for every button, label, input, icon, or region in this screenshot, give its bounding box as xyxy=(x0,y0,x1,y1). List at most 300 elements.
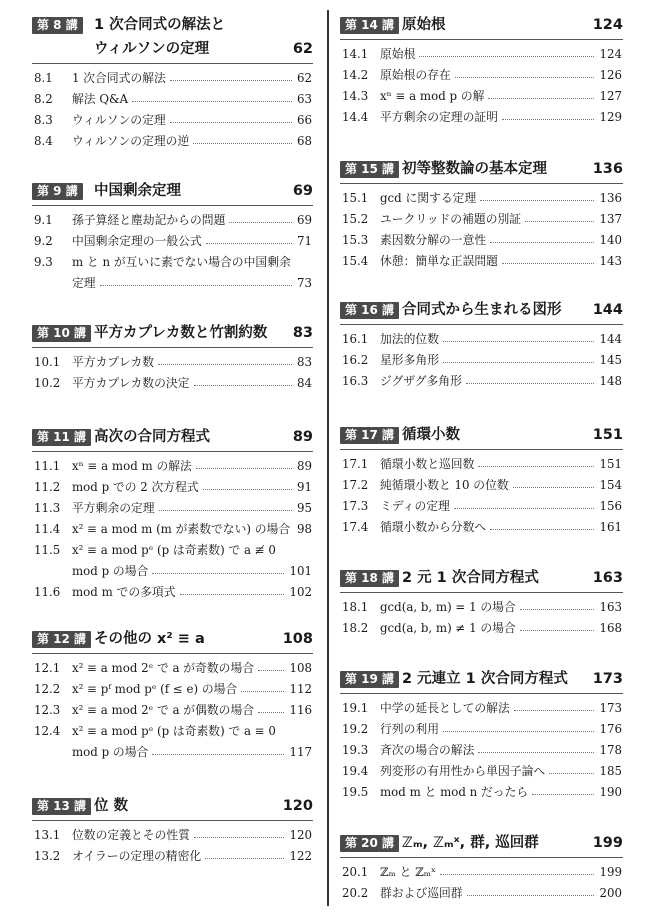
chapter-page-number: 199 xyxy=(592,835,623,851)
chapter-block xyxy=(32,180,313,294)
section-page-number: 122 xyxy=(289,849,312,864)
dot-leader xyxy=(205,858,284,859)
chapter-heading xyxy=(340,158,623,181)
toc-entry xyxy=(340,251,623,272)
section-title: 純循環小数と 10 の位数 xyxy=(380,478,509,493)
section-number: 20.2 xyxy=(342,886,369,901)
section-page-number: 89 xyxy=(296,459,312,474)
dot-leader xyxy=(455,77,594,78)
chapter-heading xyxy=(340,424,623,447)
section-page-number: 145 xyxy=(599,353,622,368)
chapter-title: 平方カプレカ数と竹割約数 xyxy=(94,325,268,341)
dot-leader xyxy=(180,594,284,595)
chapter-title: 位 数 xyxy=(94,798,129,814)
chapter-heading xyxy=(340,567,623,590)
section-title: 1 次合同式の解法 xyxy=(72,71,166,86)
toc-entry xyxy=(32,68,313,89)
chapter-number-badge: 第 17 講 xyxy=(340,427,399,444)
dot-leader xyxy=(480,200,594,201)
section-title: gcd(a, b, m) ≠ 1 の場合 xyxy=(380,621,516,636)
toc-entry xyxy=(32,846,313,867)
section-number: 20.1 xyxy=(342,865,369,880)
section-title: 位数の定義とその性質 xyxy=(72,828,190,843)
section-page-number: 200 xyxy=(599,886,622,901)
dot-leader xyxy=(194,837,284,838)
chapter-number-badge: 第 11 講 xyxy=(32,429,91,446)
section-number: 17.1 xyxy=(342,457,369,472)
chapter-title: 2 元連立 1 次合同方程式 xyxy=(402,671,568,687)
section-title: m と n が互いに素でない場合の中国剰余 xyxy=(72,255,291,270)
section-number: 18.2 xyxy=(342,621,369,636)
toc-entry xyxy=(32,252,313,294)
section-title: ジグザグ多角形 xyxy=(380,374,462,389)
dot-leader xyxy=(532,794,594,795)
section-title: 休憩：簡単な正誤問題 xyxy=(380,254,498,269)
section-page-number: 199 xyxy=(599,865,622,880)
section-title: 孫子算経と塵劫記からの問題 xyxy=(72,213,226,228)
section-number: 17.4 xyxy=(342,520,369,535)
section-number: 19.3 xyxy=(342,743,369,758)
section-number: 19.4 xyxy=(342,764,369,779)
toc-entry xyxy=(340,350,623,371)
dot-leader xyxy=(443,341,594,342)
section-title: gcd(a, b, m) = 1 の場合 xyxy=(380,600,516,615)
section-number: 11.2 xyxy=(34,480,61,495)
section-number: 19.1 xyxy=(342,701,369,716)
section-list xyxy=(32,821,313,867)
dot-leader xyxy=(419,56,594,57)
section-title-line2: 定理 xyxy=(72,276,96,291)
chapter-title: 中国剰余定理 xyxy=(94,183,181,199)
section-title: x² ≡ a mod m (m が素数でない) の場合 xyxy=(72,522,291,537)
section-page-number: 137 xyxy=(599,212,622,227)
toc-entry xyxy=(32,498,313,519)
section-title: mod m と mod n だったら xyxy=(380,785,529,800)
chapter-heading xyxy=(340,14,623,37)
toc-entry xyxy=(340,454,623,475)
section-number: 8.3 xyxy=(34,113,53,128)
toc-entry xyxy=(340,782,623,803)
section-title: 平方カプレカ数 xyxy=(72,355,155,370)
chapter-heading xyxy=(340,299,623,322)
section-number: 17.2 xyxy=(342,478,369,493)
chapter-heading xyxy=(32,426,313,449)
section-title: 星形多角形 xyxy=(380,353,439,368)
dot-leader xyxy=(159,510,292,511)
section-page-number: 129 xyxy=(599,110,622,125)
section-number: 16.1 xyxy=(342,332,369,347)
section-title: xⁿ ≡ a mod p の解 xyxy=(380,89,485,104)
toc-entry xyxy=(340,475,623,496)
section-title: 群および巡回群 xyxy=(380,886,463,901)
section-number: 14.4 xyxy=(342,110,369,125)
section-page-number: 102 xyxy=(289,585,312,600)
dot-leader xyxy=(467,895,594,896)
chapter-block xyxy=(32,322,313,394)
section-title: ウィルソンの定理 xyxy=(72,113,166,128)
section-list xyxy=(340,40,623,128)
section-number: 12.1 xyxy=(34,661,61,676)
section-number: 19.2 xyxy=(342,722,369,737)
section-number: 13.1 xyxy=(34,828,61,843)
section-list xyxy=(340,325,623,392)
section-title: mod p での 2 次方程式 xyxy=(72,480,199,495)
section-page-number: 176 xyxy=(599,722,622,737)
section-title: 原始根 xyxy=(380,47,416,62)
chapter-heading xyxy=(32,628,313,651)
chapter-heading xyxy=(340,832,623,855)
section-page-number: 126 xyxy=(599,68,622,83)
chapter-title: 1 次合同式の解法と xyxy=(94,17,226,33)
section-page-number: 63 xyxy=(296,92,312,107)
toc-entry xyxy=(32,456,313,477)
toc-entry xyxy=(340,65,623,86)
chapter-number-badge: 第 14 講 xyxy=(340,17,399,34)
toc-entry xyxy=(340,719,623,740)
section-title: 平方剰余の定理 xyxy=(72,501,155,516)
section-number: 8.1 xyxy=(34,71,53,86)
dot-leader xyxy=(170,80,292,81)
toc-entry xyxy=(32,352,313,373)
section-number: 11.4 xyxy=(34,522,61,537)
chapter-block xyxy=(340,832,623,904)
dot-leader xyxy=(490,242,594,243)
section-number: 15.1 xyxy=(342,191,369,206)
chapter-page-number: 151 xyxy=(592,427,623,443)
dot-leader xyxy=(440,874,594,875)
section-title: x² ≡ pᶠ mod pᵉ (f ≤ e) の場合 xyxy=(72,682,238,697)
section-page-number: 116 xyxy=(289,703,312,718)
dot-leader xyxy=(514,710,594,711)
section-list xyxy=(32,64,313,152)
section-page-number: 120 xyxy=(289,828,312,843)
toc-entry xyxy=(32,373,313,394)
toc-entry xyxy=(32,110,313,131)
section-number: 11.3 xyxy=(34,501,61,516)
dot-leader xyxy=(466,383,594,384)
toc-entry xyxy=(340,44,623,65)
dot-leader xyxy=(520,609,594,610)
chapter-number-badge: 第 10 講 xyxy=(32,325,91,342)
chapter-title: 2 元 1 次合同方程式 xyxy=(402,570,539,586)
section-title: gcd に関する定理 xyxy=(380,191,477,206)
section-page-number: 71 xyxy=(296,234,312,249)
dot-leader xyxy=(525,221,594,222)
dot-leader xyxy=(258,670,284,671)
chapter-title: 原始根 xyxy=(402,17,446,33)
dot-leader xyxy=(193,143,292,144)
chapter-title: 合同式から生まれる図形 xyxy=(402,302,562,318)
section-page-number: 95 xyxy=(296,501,312,516)
section-page-number: 154 xyxy=(599,478,622,493)
section-title: 循環小数から分数へ xyxy=(380,520,487,535)
section-page-number: 136 xyxy=(599,191,622,206)
section-page-number: 108 xyxy=(289,661,312,676)
toc-entry xyxy=(340,618,623,639)
section-list xyxy=(340,858,623,904)
section-title: 素因数分解の一意性 xyxy=(380,233,487,248)
dot-leader xyxy=(488,98,594,99)
toc-entry xyxy=(340,740,623,761)
toc-entry xyxy=(32,519,313,540)
section-number: 8.2 xyxy=(34,92,53,107)
chapter-heading xyxy=(32,14,313,61)
dot-leader xyxy=(196,468,292,469)
chapter-block xyxy=(340,424,623,538)
section-title: 中国剰余定理の一般公式 xyxy=(72,234,202,249)
toc-entry xyxy=(32,582,313,603)
toc-entry xyxy=(340,698,623,719)
section-number: 15.2 xyxy=(342,212,369,227)
dot-leader xyxy=(229,222,292,223)
section-page-number: 112 xyxy=(289,682,312,697)
section-page-number: 185 xyxy=(599,764,622,779)
section-title: 解法 Q&A xyxy=(72,92,129,107)
chapter-number-badge: 第 20 講 xyxy=(340,835,399,852)
chapter-block xyxy=(32,14,313,152)
dot-leader xyxy=(478,466,594,467)
chapter-heading xyxy=(32,322,313,345)
section-page-number: 173 xyxy=(599,701,622,716)
section-number: 12.2 xyxy=(34,682,61,697)
chapter-title: 高次の合同方程式 xyxy=(94,429,210,445)
chapter-page-number: 163 xyxy=(592,570,623,586)
section-title: ℤₘ と ℤₘˣ xyxy=(380,865,436,880)
dot-leader xyxy=(170,122,292,123)
toc-entry xyxy=(32,679,313,700)
section-title: mod m での多項式 xyxy=(72,585,176,600)
toc-entry xyxy=(340,230,623,251)
section-page-number: 66 xyxy=(296,113,312,128)
section-number: 9.3 xyxy=(34,255,53,270)
toc-entry xyxy=(32,658,313,679)
toc-entry xyxy=(340,862,623,883)
section-title-line2: mod p の場合 xyxy=(72,564,149,579)
section-number: 13.2 xyxy=(34,849,61,864)
section-title: x² ≡ a mod 2ᵉ で a が奇数の場合 xyxy=(72,661,255,676)
chapter-page-number: 124 xyxy=(592,17,623,33)
section-page-number: 69 xyxy=(296,213,312,228)
chapter-page-number: 136 xyxy=(592,161,623,177)
chapter-heading xyxy=(32,795,313,818)
section-list xyxy=(340,184,623,272)
section-title: ウィルソンの定理の逆 xyxy=(72,134,190,149)
dot-leader xyxy=(158,364,292,365)
toc-entry xyxy=(340,209,623,230)
section-list xyxy=(32,654,313,763)
dot-leader xyxy=(443,731,594,732)
section-page-number: 156 xyxy=(599,499,622,514)
section-title: x² ≡ a mod pᵉ (p は奇素数) で a ≡ 0 xyxy=(72,724,276,739)
section-title: 平方カプレカ数の決定 xyxy=(72,376,190,391)
dot-leader xyxy=(152,573,284,574)
chapter-title: 初等整数論の基本定理 xyxy=(402,161,547,177)
toc-entry xyxy=(32,540,313,582)
section-number: 14.2 xyxy=(342,68,369,83)
section-page-number: 161 xyxy=(599,520,622,535)
chapter-heading xyxy=(340,668,623,691)
dot-leader xyxy=(241,691,284,692)
section-title: 循環小数と巡回数 xyxy=(380,457,475,472)
chapter-page-number: 83 xyxy=(292,325,313,341)
dot-leader xyxy=(478,752,594,753)
chapter-number-badge: 第 8 講 xyxy=(32,17,83,34)
section-number: 11.1 xyxy=(34,459,61,474)
toc-entry xyxy=(32,477,313,498)
chapter-title: 循環小数 xyxy=(402,427,460,443)
section-page-number: 101 xyxy=(289,564,312,579)
toc-entry xyxy=(32,721,313,763)
dot-leader xyxy=(258,712,284,713)
dot-leader xyxy=(206,243,292,244)
section-page-number: 62 xyxy=(296,71,312,86)
chapter-title: その他の x² ≡ a xyxy=(94,631,205,647)
section-page-number: 91 xyxy=(296,480,312,495)
chapter-block xyxy=(340,668,623,803)
chapter-number-badge: 第 19 講 xyxy=(340,671,399,688)
section-title-line2: mod p の場合 xyxy=(72,745,149,760)
chapter-heading xyxy=(32,180,313,203)
section-title: 行列の利用 xyxy=(380,722,439,737)
section-title: 列変形の有用性から単因子論へ xyxy=(380,764,546,779)
toc-entry xyxy=(340,597,623,618)
section-number: 8.4 xyxy=(34,134,53,149)
toc-entry xyxy=(340,496,623,517)
section-number: 10.1 xyxy=(34,355,61,370)
section-title: 平方剰余の定理の証明 xyxy=(380,110,498,125)
toc-entry xyxy=(340,107,623,128)
section-page-number: 168 xyxy=(599,621,622,636)
section-number: 16.2 xyxy=(342,353,369,368)
dot-leader xyxy=(490,529,594,530)
chapter-block xyxy=(32,795,313,867)
chapter-page-number: 120 xyxy=(282,798,313,814)
chapter-number-badge: 第 18 講 xyxy=(340,570,399,587)
section-page-number: 124 xyxy=(599,47,622,62)
toc-entry xyxy=(32,89,313,110)
dot-leader xyxy=(100,285,292,286)
section-number: 9.1 xyxy=(34,213,53,228)
toc-entry xyxy=(340,371,623,392)
section-page-number: 83 xyxy=(296,355,312,370)
dot-leader xyxy=(152,754,284,755)
section-page-number: 84 xyxy=(296,376,312,391)
chapter-block xyxy=(340,14,623,128)
chapter-number-badge: 第 13 講 xyxy=(32,798,91,815)
dot-leader xyxy=(549,773,594,774)
section-number: 15.4 xyxy=(342,254,369,269)
chapter-block xyxy=(340,567,623,639)
dot-leader xyxy=(203,489,292,490)
section-number: 10.2 xyxy=(34,376,61,391)
toc-entry xyxy=(32,700,313,721)
section-page-number: 143 xyxy=(599,254,622,269)
toc-entry xyxy=(32,210,313,231)
chapter-block xyxy=(32,426,313,603)
section-title: 原始根の存在 xyxy=(380,68,451,83)
section-title: x² ≡ a mod 2ᵉ で a が偶数の場合 xyxy=(72,703,255,718)
chapter-number-badge: 第 12 講 xyxy=(32,631,91,648)
section-title: ユークリッドの補題の別証 xyxy=(380,212,522,227)
dot-leader xyxy=(194,385,292,386)
section-number: 14.1 xyxy=(342,47,369,62)
section-number: 11.5 xyxy=(34,543,61,558)
toc-entry xyxy=(340,86,623,107)
section-list xyxy=(340,593,623,639)
section-list xyxy=(32,348,313,394)
section-page-number: 151 xyxy=(599,457,622,472)
toc-entry xyxy=(32,131,313,152)
toc-entry xyxy=(340,188,623,209)
section-title: ミディの定理 xyxy=(380,499,450,514)
section-number: 12.4 xyxy=(34,724,61,739)
dot-leader xyxy=(513,487,594,488)
chapter-number-badge: 第 9 講 xyxy=(32,183,83,200)
column-divider xyxy=(327,10,329,906)
chapter-page-number: 89 xyxy=(292,429,313,445)
chapter-page-number: 62 xyxy=(292,41,313,57)
toc-entry xyxy=(340,329,623,350)
chapter-block xyxy=(340,299,623,392)
chapter-block xyxy=(340,158,623,272)
section-page-number: 178 xyxy=(599,743,622,758)
section-list xyxy=(340,694,623,803)
chapter-page-number: 173 xyxy=(592,671,623,687)
chapter-block xyxy=(32,628,313,763)
section-title: x² ≡ a mod pᵉ (p は奇素数) で a ≢ 0 xyxy=(72,543,276,558)
chapter-title-line2: ウィルソンの定理 xyxy=(94,41,210,57)
section-page-number: 68 xyxy=(296,134,312,149)
section-title: 斉次の場合の解法 xyxy=(380,743,475,758)
toc-entry xyxy=(340,883,623,904)
section-number: 15.3 xyxy=(342,233,369,248)
toc-entry xyxy=(340,761,623,782)
section-number: 9.2 xyxy=(34,234,53,249)
section-title: 加法的位数 xyxy=(380,332,439,347)
dot-leader xyxy=(132,101,292,102)
section-page-number: 140 xyxy=(599,233,622,248)
dot-leader xyxy=(454,508,594,509)
section-number: 14.3 xyxy=(342,89,369,104)
chapter-page-number: 144 xyxy=(592,302,623,318)
section-page-number: 127 xyxy=(599,89,622,104)
toc-entry xyxy=(32,825,313,846)
chapter-title: ℤₘ, ℤₘˣ, 群, 巡回群 xyxy=(402,835,539,851)
section-title: 中学の延長としての解法 xyxy=(380,701,510,716)
dot-leader xyxy=(502,263,594,264)
toc-entry xyxy=(32,231,313,252)
section-page-number: 98 xyxy=(296,522,312,537)
dot-leader xyxy=(443,362,594,363)
dot-leader xyxy=(502,119,594,120)
chapter-number-badge: 第 15 講 xyxy=(340,161,399,178)
toc-entry xyxy=(340,517,623,538)
section-number: 11.6 xyxy=(34,585,61,600)
section-title: xⁿ ≡ a mod m の解法 xyxy=(72,459,192,474)
chapter-number-badge: 第 16 講 xyxy=(340,302,399,319)
chapter-page-number: 69 xyxy=(292,183,313,199)
section-list xyxy=(340,450,623,538)
section-title: オイラーの定理の精密化 xyxy=(72,849,202,864)
section-number: 19.5 xyxy=(342,785,369,800)
section-page-number: 148 xyxy=(599,374,622,389)
section-page-number: 117 xyxy=(289,745,312,760)
dot-leader xyxy=(520,630,594,631)
section-number: 16.3 xyxy=(342,374,369,389)
section-number: 18.1 xyxy=(342,600,369,615)
section-list xyxy=(32,206,313,294)
chapter-page-number: 108 xyxy=(282,631,313,647)
